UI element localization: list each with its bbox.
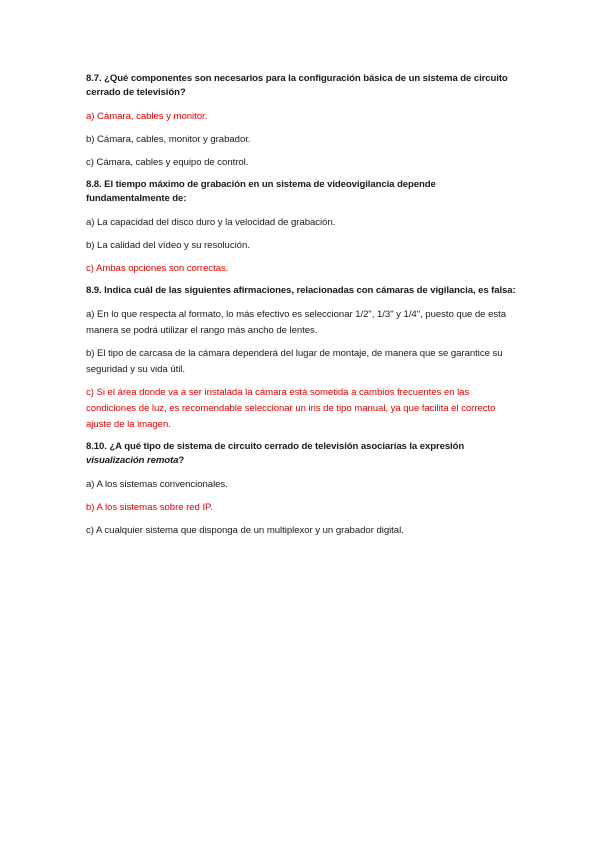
question-8-10-option-b: b) A los sistemas sobre red IP. xyxy=(86,502,213,513)
question-8-10-title-prefix: 8.10. ¿A qué tipo de sistema de circuito cerrado de televisión asociarías la expresión xyxy=(86,441,465,452)
question-8-10-title-suffix: ? xyxy=(178,455,185,466)
question-8-8-option-a: a) La capacidad del disco duro y la velocidad de grabación. xyxy=(86,217,336,228)
document-content xyxy=(86,72,516,546)
question-8-9-option-c: c) Si el área donde va a ser instalada la cámara está sometida a cambios frecuentes en las condiciones de luz, es recomendable seleccionar un iris de tipo manual, ya que facilita el correcto ajuste de la imagen. xyxy=(86,387,496,430)
question-8-10-title xyxy=(86,440,516,468)
question-8-7-option-b: b) Cámara, cables, monitor y grabador. xyxy=(86,134,251,145)
question-8-10-title-italic: visualización remota xyxy=(86,455,179,466)
question-8-8-title: 8.8. El tiempo máximo de grabación en un sistema de videovigilancia depende fundamentalmente de: xyxy=(86,179,436,204)
question-8-8-option-c: c) Ambas opciones son correctas. xyxy=(86,263,229,274)
question-8-9-option-a: a) En lo que respecta al formato, lo más efectivo es seleccionar 1/2", 1/3" y 1/4", puesto que de esta manera se podrá utilizar el rango más ancho de lentes. xyxy=(86,309,507,336)
question-8-9-option-b: b) El tipo de carcasa de la cámara dependerá del lugar de montaje, de manera que se garantice su seguridad y su vida útil. xyxy=(86,348,503,375)
question-8-7-title: 8.7. ¿Qué componentes son necesarios para la configuración básica de un sistema de circuito cerrado de televisión? xyxy=(86,73,508,98)
question-8-10-option-a: a) A los sistemas convencionales. xyxy=(86,479,228,490)
question-8-7-option-c: c) Cámara, cables y equipo de control. xyxy=(86,157,249,168)
question-8-7-option-a: a) Cámara, cables y monitor. xyxy=(86,111,208,122)
question-8-10-option-c: c) A cualquier sistema que disponga de un multiplexor y un grabador digital. xyxy=(86,525,404,536)
question-8-8-option-b: b) La calidad del vídeo y su resolución. xyxy=(86,240,250,251)
question-8-9-title: 8.9. Indica cuál de las siguientes afirmaciones, relacionadas con cámaras de vigilancia, es falsa: xyxy=(86,285,516,296)
